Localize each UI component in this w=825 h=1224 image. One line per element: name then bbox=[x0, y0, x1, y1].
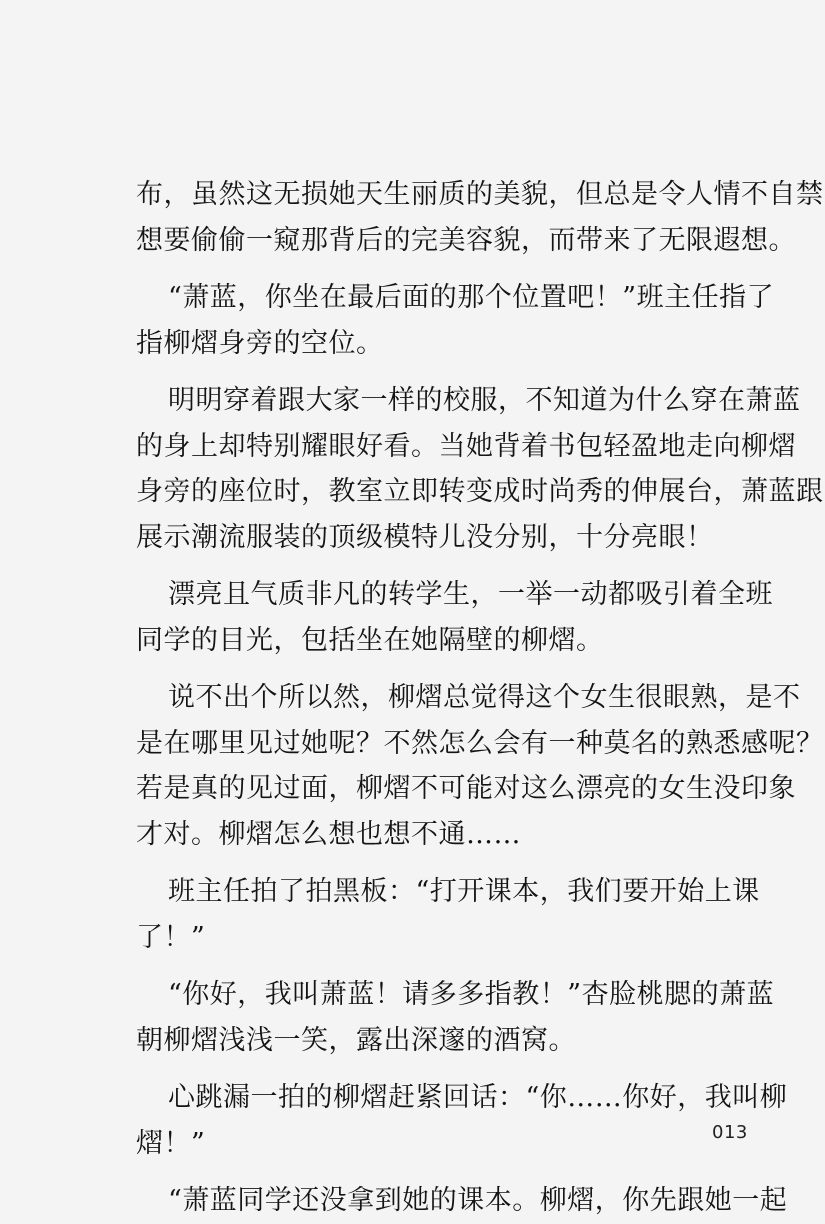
text-line: 朝柳熠浅浅一笑，露出深邃的酒窝。 bbox=[136, 1024, 576, 1056]
text-line: 明明穿着跟大家一样的校服，不知道为什么穿在萧蓝 bbox=[168, 385, 801, 416]
text-line: 才对。柳熠怎么想也想不通…… bbox=[136, 818, 521, 850]
text-line: 指柳熠身旁的空位。 bbox=[136, 327, 384, 359]
text-line: 心跳漏一拍的柳熠赶紧回话：“你……你好，我叫柳 bbox=[168, 1082, 788, 1113]
text-line: 是在哪里见过她呢？不然怎么会有一种莫名的熟悉感呢？ bbox=[136, 727, 824, 759]
text-line: “你好，我叫萧蓝！请多多指教！”杏脸桃腮的萧蓝 bbox=[168, 979, 775, 1010]
text-line: 同学的目光，包括坐在她隔壁的柳熠。 bbox=[136, 624, 604, 656]
text-line: 说不出个所以然，柳熠总觉得这个女生很眼熟，是不 bbox=[168, 682, 801, 713]
text-line: 身旁的座位时，教室立即转变成时尚秀的伸展台，萧蓝跟 bbox=[136, 476, 824, 507]
text-line: 布，虽然这无损她天生丽质的美貌，但总是令人情不自禁 bbox=[136, 179, 824, 210]
text-line: 若是真的见过面，柳熠不可能对这么漂亮的女生没印象 bbox=[136, 773, 796, 804]
text-line: “萧蓝同学还没拿到她的课本。柳熠，你先跟她一起 bbox=[168, 1185, 788, 1216]
text-line: 的身上却特别耀眼好看。当她背着书包轻盈地走向柳熠 bbox=[136, 430, 796, 462]
text-line: 漂亮且气质非凡的转学生，一举一动都吸引着全班 bbox=[168, 579, 773, 610]
text-line: “萧蓝，你坐在最后面的那个位置吧！”班主任指了 bbox=[168, 282, 775, 313]
text-line: 班主任拍了拍黑板：“打开课本，我们要开始上课 bbox=[168, 876, 760, 907]
text-line: 熠！” bbox=[136, 1127, 206, 1159]
text-line: 了！” bbox=[136, 921, 206, 953]
page-number: 013 bbox=[712, 1122, 748, 1143]
text-line: 想要偷偷一窥那背后的完美容貌，而带来了无限遐想。 bbox=[136, 224, 796, 256]
text-line: 展示潮流服装的顶级模特儿没分别，十分亮眼！ bbox=[136, 521, 714, 553]
